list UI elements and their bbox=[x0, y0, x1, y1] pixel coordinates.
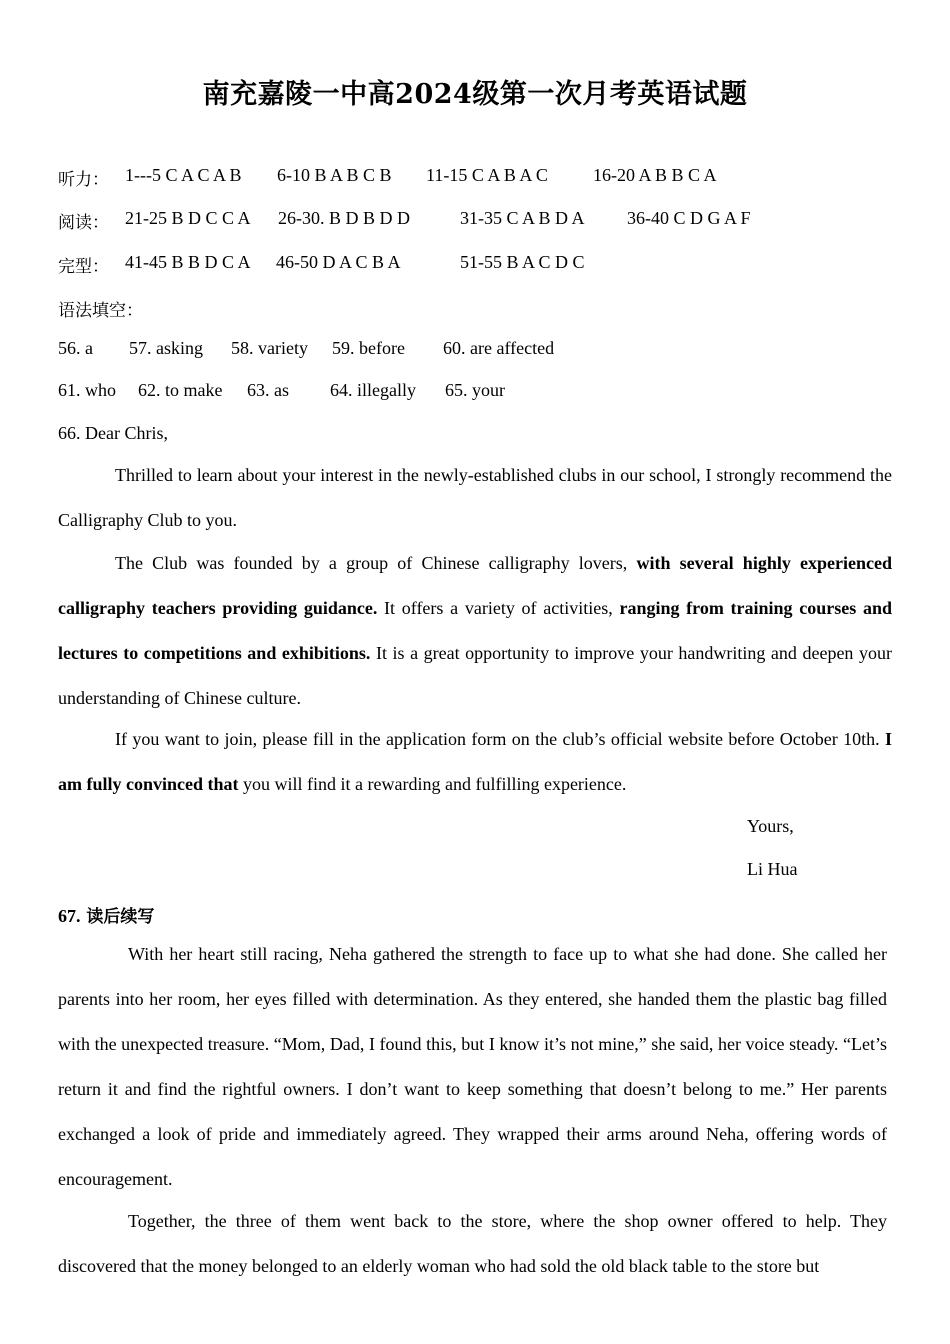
grammar-answer: 56. a bbox=[58, 338, 93, 358]
grammar-answer: 57. asking bbox=[129, 338, 203, 358]
answer-group: 41-45 B B D C A bbox=[125, 252, 251, 272]
answer-group: 1---5 C A C A B bbox=[125, 165, 242, 185]
letter-paragraph-1: Thrilled to learn about your interest in the newly-established clubs in our school, I strongly recommend the Calligraphy Club to you. bbox=[58, 465, 892, 530]
grammar-answer: 61. who bbox=[58, 380, 116, 400]
answer-group: 36-40 C D G A F bbox=[627, 208, 751, 228]
grammar-answer: 64. illegally bbox=[330, 380, 416, 400]
answer-group: 21-25 B D C C A bbox=[125, 208, 251, 228]
letter-paragraph-2: The Club was founded by a group of Chinese calligraphy lovers, with several highly experienced calligraphy teachers providing guidance. It offers a variety of activities, ranging from training courses and lectures to competitions and exhibitions. It is a great opportunity to improve your handwriting and deepen your understanding of Chinese culture. bbox=[58, 553, 892, 708]
grammar-answer: 65. your bbox=[445, 380, 505, 400]
grammar-answer: 58. variety bbox=[231, 338, 308, 358]
continuation-paragraph-1: With her heart still racing, Neha gathered the strength to face up to what she had done. She called her parents into her room, her eyes filled with determination. As they entered, she handed them the plastic bag filled with the unexpected treasure. “Mom, Dad, I found this, but I know it’s not mine,” she said, her voice steady. “Let’s return it and find the rightful owners. I don’t want to keep something that doesn’t belong to me.” Her parents exchanged a look of pride and immediately agreed. They wrapped their arms around Neha, offering words of encouragement. bbox=[58, 944, 887, 1189]
answer-group: 31-35 C A B D A bbox=[460, 208, 585, 228]
grammar-answer: 63. as bbox=[247, 380, 289, 400]
grammar-answer: 60. are affected bbox=[443, 338, 555, 358]
answer-group: 16-20 A B B C A bbox=[593, 165, 717, 185]
cloze-label: 完型： bbox=[58, 257, 109, 277]
letter-heading: 66. Dear Chris, bbox=[58, 423, 168, 443]
letter-paragraph-3: If you want to join, please fill in the application form on the club’s official website before October 10th. I am fully convinced that you will find it a rewarding and fulfilling experience. bbox=[58, 729, 892, 794]
listening-label: 听力： bbox=[58, 170, 109, 190]
section-67-heading: 67. 读后续写 bbox=[58, 906, 155, 927]
answer-group: 6-10 B A B C B bbox=[277, 165, 392, 185]
grammar-label: 语法填空： bbox=[58, 301, 143, 321]
answer-group: 26-30. B D B D D bbox=[278, 208, 411, 228]
page-title: 南充嘉陵一中高2024级第一次月考英语试题 bbox=[202, 79, 748, 110]
grammar-answer: 62. to make bbox=[138, 380, 223, 400]
reading-label: 阅读： bbox=[58, 213, 109, 233]
letter-signature: Li Hua bbox=[747, 859, 798, 879]
continuation-paragraph-2: Together, the three of them went back to the store, where the shop owner offered to help. They discovered that the money belonged to an elderly woman who had sold the old black table to the store but bbox=[58, 1211, 887, 1276]
grammar-answer: 59. before bbox=[332, 338, 405, 358]
answer-group: 11-15 C A B A C bbox=[426, 165, 548, 185]
answer-group: 51-55 B A C D C bbox=[460, 252, 585, 272]
answer-group: 46-50 D A C B A bbox=[276, 252, 401, 272]
letter-closing: Yours, bbox=[747, 816, 794, 836]
